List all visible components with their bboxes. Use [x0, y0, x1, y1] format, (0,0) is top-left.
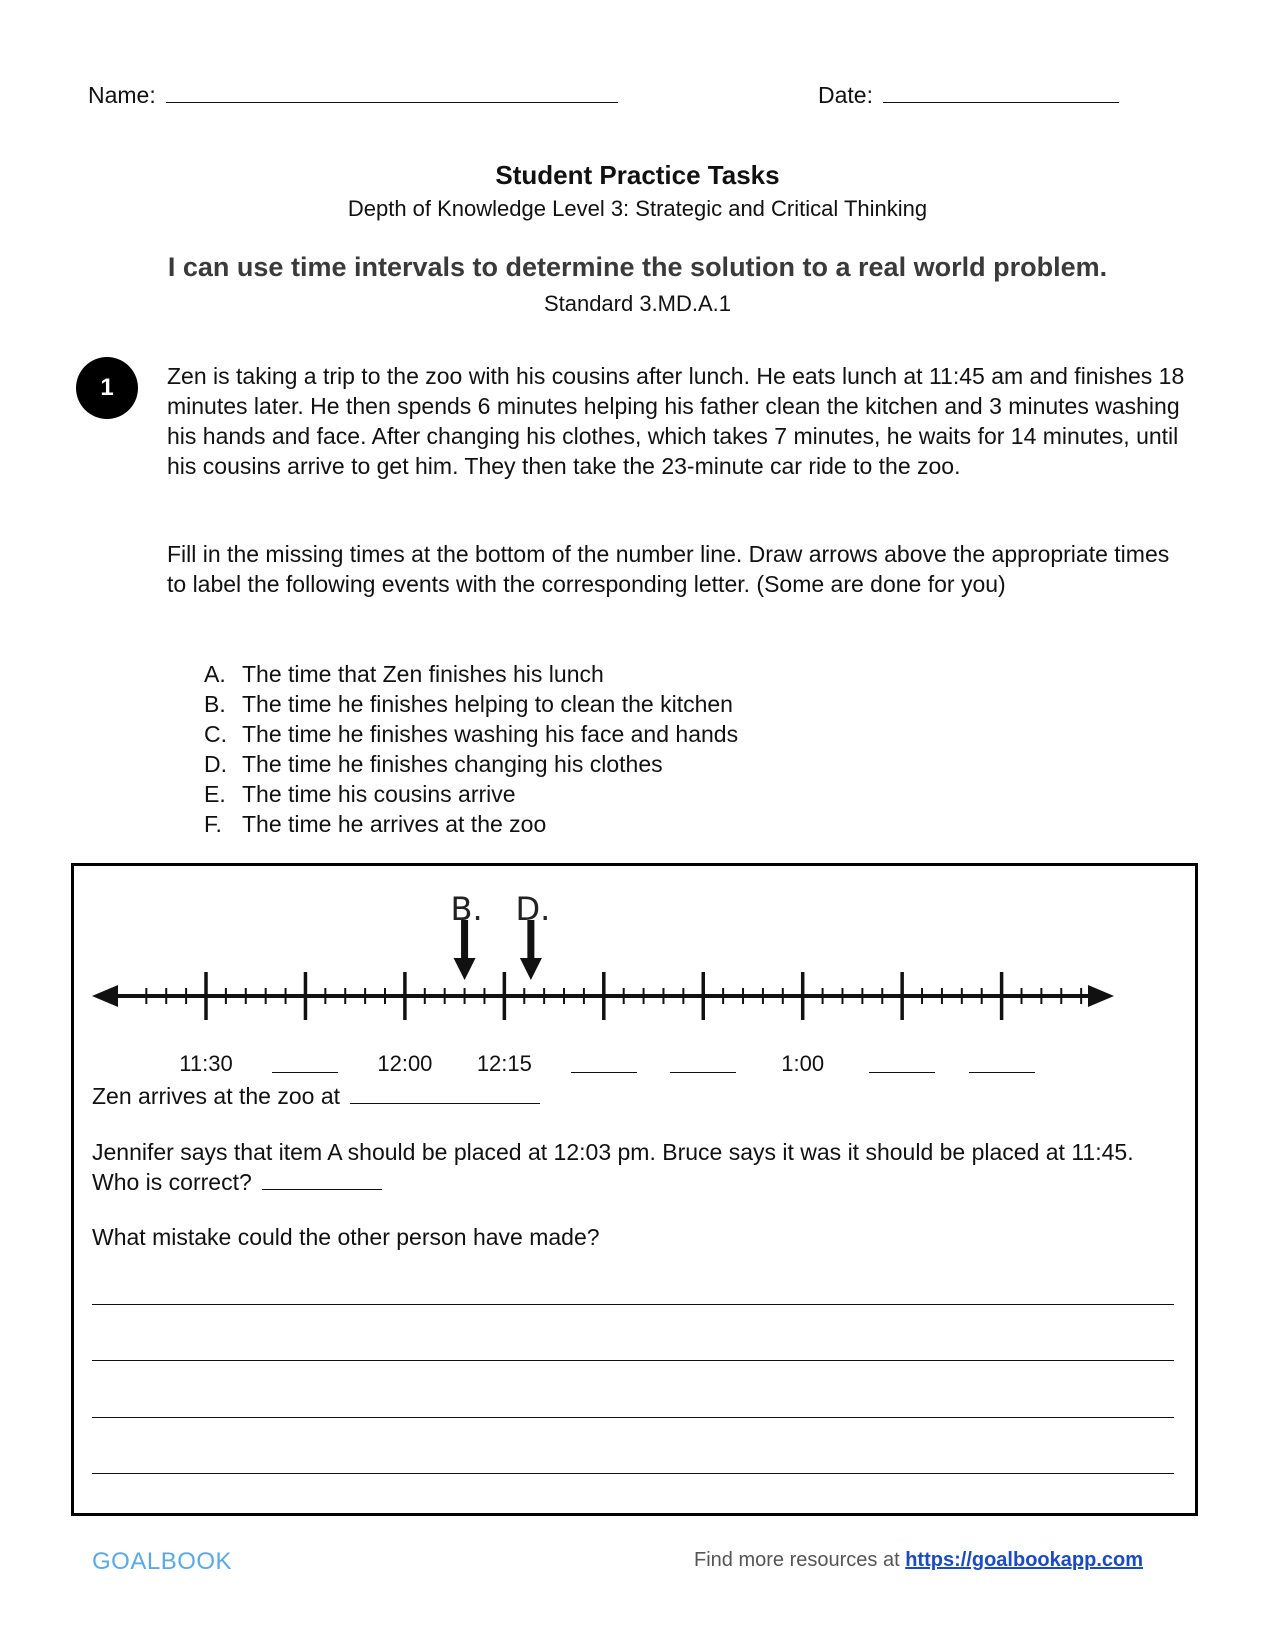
date-field [818, 82, 1119, 109]
number-line [74, 866, 1195, 1106]
event-text: The time he finishes washing his face and hands [242, 721, 739, 747]
standard-label: Standard 3.MD.A.1 [543, 291, 732, 316]
tick-answer-blank[interactable] [869, 1072, 935, 1073]
zoo-arrival-question [92, 1081, 1182, 1111]
tick-label: 11:30 [179, 1051, 233, 1076]
who-correct-blank[interactable] [262, 1189, 382, 1190]
footer-link[interactable]: https://goalbookapp.com [905, 1549, 1143, 1571]
event-arrow-head [454, 958, 476, 980]
footer-prefix: Find more resources at [694, 1549, 900, 1571]
event-item [204, 689, 738, 719]
event-arrow-head [520, 958, 542, 980]
event-letter: C. [204, 721, 227, 747]
date-label: Date: [818, 82, 873, 108]
event-text: The time his cousins arrive [242, 781, 516, 807]
event-letter: A. [204, 661, 226, 687]
task-instructions: Fill in the missing times at the bottom of the number line. Draw arrows above the appropriate times to label the following events with the corresponding letter. (Some are done for you) [167, 541, 1170, 597]
tick-answer-blank[interactable] [571, 1072, 637, 1073]
name-blank[interactable] [166, 102, 618, 103]
task-number-badge: 1 [76, 357, 138, 419]
name-field [88, 82, 618, 109]
zoo-arrival-blank[interactable] [350, 1103, 540, 1104]
event-list [204, 659, 738, 839]
event-text: The time he arrives at the zoo [242, 811, 547, 837]
event-item [204, 779, 738, 809]
task-story: Zen is taking a trip to the zoo with his cousins after lunch. He eats lunch at 11:45 am and finishes 18 minutes later. He then spends 6 minutes helping his father clean the kitchen and 3 minutes washing his hands and face. After changing his clothes, which takes 7 minutes, he waits for 14 minutes, until his cousins arrive to get him. They then take the 23-minute car ride to the zoo. [167, 363, 1185, 479]
event-letter: E. [204, 781, 226, 807]
tick-answer-blank[interactable] [272, 1072, 338, 1073]
tick-answer-blank[interactable] [670, 1072, 736, 1073]
event-text: The time he finishes helping to clean the kitchen [242, 691, 733, 717]
tick-label: 12:15 [476, 1051, 532, 1076]
event-arrow-label: D. [515, 890, 551, 928]
mistake-question: What mistake could the other person have made? [92, 1224, 600, 1250]
who-correct-question-text: Jennifer says that item A should be placed at 12:03 pm. Bruce says it was it should be placed at 11:45. Who is correct? [92, 1139, 1134, 1195]
event-item [204, 659, 738, 689]
date-blank[interactable] [883, 102, 1119, 103]
goalbook-logo: GOALBOOK [92, 1548, 233, 1575]
event-item [204, 719, 738, 749]
event-arrow-label: B. [450, 890, 483, 928]
tick-label: 12:00 [377, 1051, 433, 1076]
answer-line[interactable] [92, 1360, 1174, 1361]
answer-box [71, 863, 1198, 1516]
name-label: Name: [88, 82, 156, 108]
left-arrowhead [92, 985, 118, 1007]
page-subtitle: Depth of Knowledge Level 3: Strategic and Critical Thinking [347, 196, 928, 221]
event-letter: D. [204, 751, 227, 777]
event-item [204, 749, 738, 779]
event-letter: B. [204, 691, 226, 717]
event-text: The time that Zen finishes his lunch [242, 661, 604, 687]
page-title: Student Practice Tasks [495, 160, 780, 190]
zoo-arrival-question-text: Zen arrives at the zoo at [92, 1083, 341, 1109]
event-text: The time he finishes changing his clothes [242, 751, 663, 777]
answer-line[interactable] [92, 1417, 1174, 1418]
who-correct-question [92, 1137, 1182, 1197]
right-arrowhead [1088, 985, 1114, 1007]
answer-line[interactable] [92, 1473, 1174, 1474]
event-letter: F. [204, 811, 222, 837]
tick-label: 1:00 [781, 1051, 825, 1076]
learning-objective: I can use time intervals to determine the solution to a real world problem. [167, 252, 1108, 282]
footer-resources [694, 1549, 1143, 1572]
answer-line[interactable] [92, 1304, 1174, 1305]
tick-answer-blank[interactable] [969, 1072, 1035, 1073]
event-item [204, 809, 738, 839]
